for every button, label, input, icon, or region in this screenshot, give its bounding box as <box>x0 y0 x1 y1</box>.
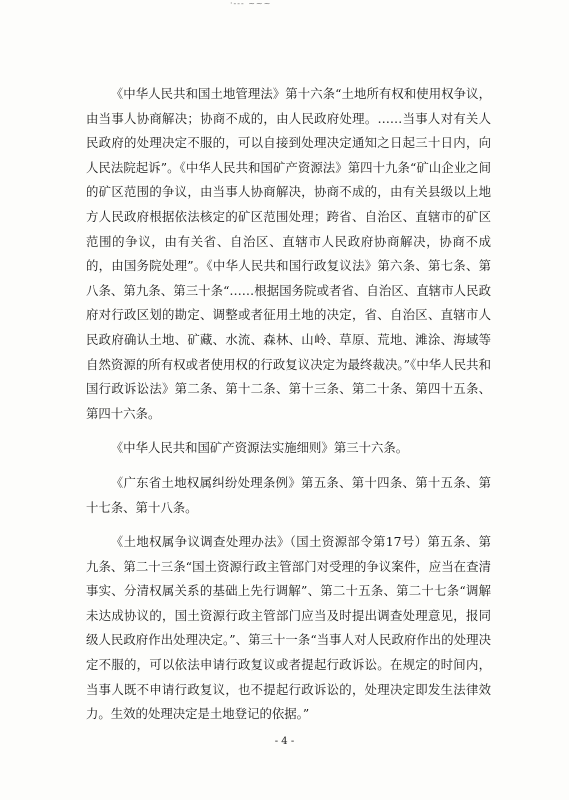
paragraph-dispute-measures: 《土地权属争议调查处理办法》（国土资源部令第17号）第五条、第九条、第二十三条“国土资源行政主管部门对受理的争议案件，应当在查清事实、分清权属关系的基础上先行调解”、第二十五条、第二十七条“调解未达成协议的，国土资源行政主管部门应当及时提出调查处理意见，报同级人民政府作出处理决定。”、第三十一条“当事人对人民政府作出的处理决定不服的，可以依法申请行政复议或者提起行政诉讼。在规定的时间内，当事人既不申请行政复议，也不提起行政诉讼的，处理决定即发生法律效力。生效的处理决定是土地登记的依据。” <box>86 534 491 722</box>
paragraph-land-laws: 《中华人民共和国土地管理法》第十六条“土地所有权和使用权争议，由当事人协商解决；协商不成的，由人民政府处理。……当事人对有关人民政府的处理决定不服的，可以自接到处理决定通知之日起三十日内，向人民法院起诉”。《中华人民共和国矿产资源法》第四十九条“矿山企业之间的矿区范围的争议，由当事人协商解决，协商不成的，由有关县级以上地方人民政府根据依法核定的矿区范围处理；跨省、自治区、直辖市的矿区范围的争议，由有关省、自治区、直辖市人民政府协商解决，协商不成的，由国务院处理”。《中华人民共和国行政复议法》第六条、第七条、第八条、第九条、第三十条“……根据国务院或者省、自治区、直辖市人民政府对行政区划的勘定、调整或者征用土地的决定，省、自治区、直辖市人民政府确认土地、矿藏、水流、森林、山岭、草原、荒地、滩涂、海域等自然资源的所有权或者使用权的行政复议决定为最终裁决。”《中华人民共和国行政诉讼法》第二条、第十二条、第十三条、第二十条、第四十五条、第四十六条。 <box>86 86 491 421</box>
document-body <box>86 82 491 737</box>
scan-header-mark: ·--- ~~~ <box>230 0 272 8</box>
page-number: - 4 - <box>274 736 295 747</box>
paragraph-guangdong-regulation: 《广东省土地权属纠纷处理条例》第五条、第十四条、第十五条、第十七条、第十八条。 <box>86 474 491 515</box>
paragraph-mineral-rules: 《中华人民共和国矿产资源法实施细则》第三十六条。 <box>110 440 409 456</box>
